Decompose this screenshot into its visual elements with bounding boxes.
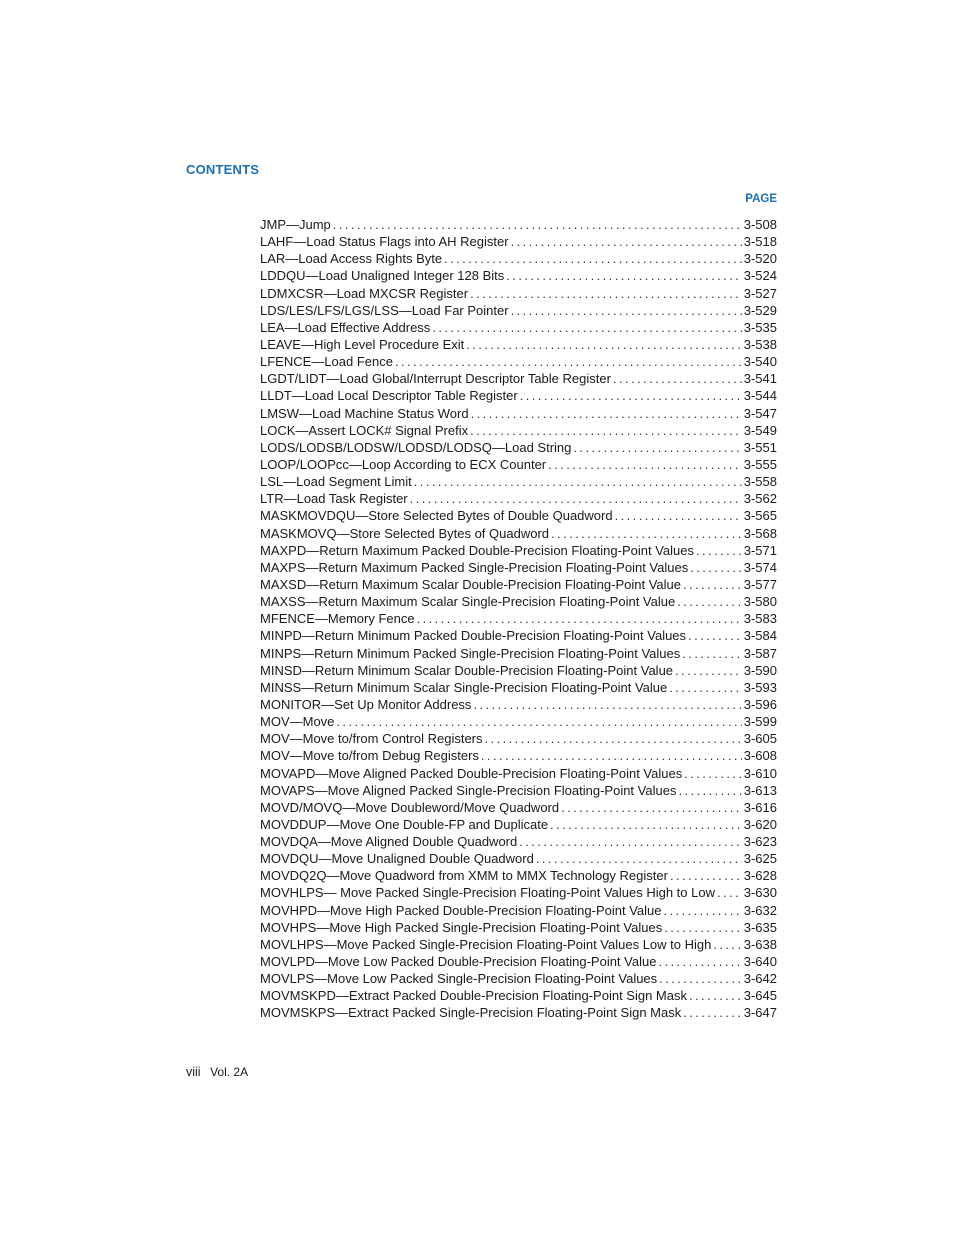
toc-entry-page: 3-642 [743,971,777,987]
toc-entry-page: 3-529 [743,302,777,318]
dot-leader [485,730,742,747]
toc-entry[interactable] [260,953,777,970]
dot-leader [473,696,741,713]
dot-leader [689,987,742,1004]
dot-leader [470,285,742,302]
page-column-heading: PAGE [745,193,777,205]
toc-entry-page: 3-538 [743,336,777,352]
toc-entry-page: 3-565 [743,508,777,524]
dot-leader [333,216,742,233]
toc-entry[interactable] [260,525,777,542]
dot-leader [675,662,742,679]
toc-entry-page: 3-547 [743,405,777,421]
toc-entry-page: 3-599 [743,714,777,730]
toc-entry-page: 3-558 [743,474,777,490]
toc-entry[interactable] [260,593,777,610]
toc-entry-title: MOVLHPS—Move Packed Single-Precision Floating-Point Values Low to High [260,936,712,952]
toc-entry-title: LODS/LODSB/LODSW/LODSD/LODSQ—Load String [260,439,572,455]
toc-entry[interactable] [260,679,777,696]
dot-leader [520,387,742,404]
toc-entry-title: LMSW—Load Machine Status Word [260,405,469,421]
toc-entry-page: 3-562 [743,491,777,507]
dot-leader [471,405,742,422]
toc-entry-title: MINPD—Return Minimum Packed Double-Precision Floating-Point Values [260,628,687,644]
page-footer [186,1065,248,1079]
toc-entry-page: 3-623 [743,834,777,850]
toc-entry-page: 3-647 [743,1005,777,1021]
toc-entry-page: 3-571 [743,542,777,558]
page-number: viii [186,1065,201,1079]
toc-entry-title: MOVMSKPS—Extract Packed Single-Precision Floating-Point Sign Mask [260,1005,682,1021]
toc-entry-title: MINSS—Return Minimum Scalar Single-Precision Floating-Point Value [260,679,668,695]
toc-entry-title: MOVAPS—Move Aligned Packed Single-Precision Floating-Point Values [260,782,677,798]
toc-entry[interactable] [260,576,777,593]
toc-entry-page: 3-527 [743,285,777,301]
toc-entry-title: MAXPD—Return Maximum Packed Double-Precision Floating-Point Values [260,542,694,558]
toc-entry[interactable] [260,645,777,662]
toc-entry[interactable] [260,559,777,576]
toc-entry-title: MOVHPS—Move High Packed Single-Precision Floating-Point Values [260,919,663,935]
toc-entry[interactable] [260,696,777,713]
toc-entry[interactable] [260,627,777,644]
toc-entry[interactable] [260,387,777,404]
toc-entry[interactable] [260,285,777,302]
dot-leader [466,336,742,353]
toc-entry[interactable] [260,542,777,559]
toc-entry-page: 3-605 [743,731,777,747]
toc-entry-page: 3-620 [743,816,777,832]
toc-entry-page: 3-551 [743,439,777,455]
toc-entry-title: MOVLPS—Move Low Packed Single-Precision Floating-Point Values [260,971,658,987]
toc-entry-title: LGDT/LIDT—Load Global/Interrupt Descriptor Table Register [260,371,611,387]
dot-leader [551,525,742,542]
table-of-contents [260,216,777,1022]
dot-leader [481,747,742,764]
dot-leader [669,679,742,696]
toc-entry-title: MASKMOVDQU—Store Selected Bytes of Double Quadword [260,508,613,524]
toc-entry[interactable] [260,302,777,319]
toc-entry[interactable] [260,850,777,867]
toc-entry-page: 3-645 [743,988,777,1004]
dot-leader [519,833,742,850]
toc-entry-page: 3-574 [743,559,777,575]
toc-entry-title: MOVDQU—Move Unaligned Double Quadword [260,851,534,867]
dot-leader [717,884,742,901]
toc-entry-page: 3-535 [743,319,777,335]
toc-entry-title: LDMXCSR—Load MXCSR Register [260,285,469,301]
toc-entry-title: MOVDQA—Move Aligned Double Quadword [260,834,518,850]
toc-entry-title: LSL—Load Segment Limit [260,474,412,490]
dot-leader [615,507,742,524]
toc-entry-title: MOVMSKPD—Extract Packed Double-Precision Floating-Point Sign Mask [260,988,687,1004]
toc-entry[interactable] [260,936,777,953]
toc-entry-title: LAHF—Load Status Flags into AH Register [260,234,509,250]
dot-leader [561,799,742,816]
dot-leader [536,850,742,867]
toc-entry[interactable] [260,970,777,987]
toc-entry[interactable] [260,987,777,1004]
toc-entry-page: 3-632 [743,902,777,918]
toc-entry-page: 3-640 [743,954,777,970]
toc-entry-title: MOVAPD—Move Aligned Packed Double-Precision Floating-Point Values [260,765,683,781]
section-heading: CONTENTS [186,162,260,177]
dot-leader [550,816,742,833]
toc-entry[interactable] [260,662,777,679]
toc-entry-page: 3-630 [743,885,777,901]
toc-entry[interactable] [260,456,777,473]
toc-entry[interactable] [260,336,777,353]
toc-entry[interactable] [260,833,777,850]
dot-leader [410,490,742,507]
volume-label: Vol. 2A [210,1065,249,1079]
dot-leader [682,645,741,662]
toc-entry[interactable] [260,507,777,524]
toc-entry-page: 3-584 [743,628,777,644]
toc-entry-title: MOV—Move to/from Debug Registers [260,748,479,764]
toc-entry-page: 3-596 [743,696,777,712]
toc-entry-title: LLDT—Load Local Descriptor Table Register [260,388,518,404]
toc-entry-title: MOVHPD—Move High Packed Double-Precision Floating-Point Value [260,902,662,918]
dot-leader [336,713,741,730]
toc-entry-title: LFENCE—Load Fence [260,354,393,370]
toc-entry[interactable] [260,370,777,387]
dot-leader [678,782,741,799]
toc-entry-page: 3-518 [743,234,777,250]
toc-entry-page: 3-520 [743,251,777,267]
toc-entry[interactable] [260,884,777,901]
toc-entry-title: LOOP/LOOPcc—Loop According to ECX Counter [260,456,547,472]
dot-leader [696,542,742,559]
toc-entry[interactable] [260,867,777,884]
toc-entry-page: 3-613 [743,782,777,798]
dot-leader [659,970,742,987]
toc-entry-title: JMP—Jump [260,217,331,232]
toc-entry[interactable] [260,610,777,627]
dot-leader [414,473,742,490]
dot-leader [677,593,742,610]
toc-entry-page: 3-544 [743,388,777,404]
toc-entry-title: MOVDQ2Q—Move Quadword from XMM to MMX Technology Register [260,868,668,884]
toc-entry-title: LAR—Load Access Rights Byte [260,251,443,267]
toc-entry-page: 3-524 [743,268,777,284]
toc-entry-page: 3-568 [743,525,777,541]
dot-leader [417,610,742,627]
toc-entry[interactable] [260,765,777,782]
dot-leader [664,919,742,936]
toc-entry-title: MOV—Move to/from Control Registers [260,731,483,747]
toc-entry-page: 3-587 [743,645,777,661]
toc-entry-page: 3-549 [743,422,777,438]
toc-entry-page: 3-628 [743,868,777,884]
toc-entry-page: 3-635 [743,919,777,935]
dot-leader [670,867,742,884]
toc-entry-title: MAXSS—Return Maximum Scalar Single-Precision Floating-Point Value [260,594,676,610]
toc-entry[interactable] [260,267,777,284]
toc-entry-title: LTR—Load Task Register [260,491,408,507]
dot-leader [684,765,742,782]
toc-entry[interactable] [260,490,777,507]
toc-entry[interactable] [260,713,777,730]
toc-entry-title: MOV—Move [260,714,335,730]
toc-entry-title: MASKMOVQ—Store Selected Bytes of Quadword [260,525,550,541]
toc-entry-title: MINSD—Return Minimum Scalar Double-Precision Floating-Point Value [260,662,674,678]
dot-leader [395,353,742,370]
toc-entry-page: 3-590 [743,662,777,678]
toc-entry-page: 3-508 [743,217,777,232]
toc-entry[interactable] [260,319,777,336]
dot-leader [548,456,742,473]
toc-entry[interactable] [260,1004,777,1021]
toc-entry-title: LEAVE—High Level Procedure Exit [260,336,465,352]
toc-entry-title: MAXSD—Return Maximum Scalar Double-Precision Floating-Point Value [260,576,681,592]
toc-entry-title: LOCK—Assert LOCK# Signal Prefix [260,422,469,438]
toc-entry[interactable] [260,730,777,747]
toc-entry-page: 3-540 [743,354,777,370]
toc-entry[interactable] [260,250,777,267]
toc-entry-title: LDDQU—Load Unaligned Integer 128 Bits [260,268,505,284]
toc-entry-title: MINPS—Return Minimum Packed Single-Precision Floating-Point Values [260,645,681,661]
dot-leader [573,439,741,456]
toc-entry[interactable] [260,473,777,490]
dot-leader [470,422,742,439]
dot-leader [683,576,742,593]
dot-leader [511,233,742,250]
toc-entry-title: MOVD/MOVQ—Move Doubleword/Move Quadword [260,799,560,815]
toc-entry[interactable] [260,439,777,456]
toc-entry-title: LEA—Load Effective Address [260,319,431,335]
toc-entry[interactable] [260,747,777,764]
toc-entry-page: 3-610 [743,765,777,781]
toc-entry[interactable] [260,782,777,799]
dot-leader [506,267,741,284]
toc-entry-title: MOVLPD—Move Low Packed Double-Precision Floating-Point Value [260,954,657,970]
dot-leader [658,953,741,970]
toc-entry-page: 3-625 [743,851,777,867]
toc-entry-page: 3-583 [743,611,777,627]
toc-entry[interactable] [260,353,777,370]
dot-leader [511,302,742,319]
toc-entry-page: 3-638 [743,936,777,952]
toc-entry-title: MOVHLPS— Move Packed Single-Precision Floating-Point Values High to Low [260,885,715,901]
dot-leader [664,902,742,919]
dot-leader [683,1004,742,1021]
toc-entry[interactable] [260,799,777,816]
toc-entry[interactable] [260,816,777,833]
toc-entry-title: MFENCE—Memory Fence [260,611,415,627]
toc-entry-title: MAXPS—Return Maximum Packed Single-Precision Floating-Point Values [260,559,689,575]
toc-entry-page: 3-593 [743,679,777,695]
toc-entry[interactable] [260,422,777,439]
toc-entry[interactable] [260,405,777,422]
toc-entry-title: MONITOR—Set Up Monitor Address [260,696,472,712]
toc-entry-page: 3-577 [743,576,777,592]
dot-leader [444,250,742,267]
dot-leader [690,559,742,576]
toc-entry[interactable] [260,919,777,936]
toc-entry[interactable] [260,216,777,233]
toc-entry-title: LDS/LES/LFS/LGS/LSS—Load Far Pointer [260,302,509,318]
dot-leader [713,936,741,953]
dot-leader [613,370,742,387]
toc-entry-page: 3-580 [743,594,777,610]
toc-entry[interactable] [260,902,777,919]
toc-entry-page: 3-608 [743,748,777,764]
toc-entry-page: 3-616 [743,799,777,815]
dot-leader [432,319,741,336]
toc-entry[interactable] [260,233,777,250]
toc-entry-page: 3-541 [743,371,777,387]
dot-leader [688,627,742,644]
toc-entry-page: 3-555 [743,456,777,472]
toc-entry-title: MOVDDUP—Move One Double-FP and Duplicate [260,816,549,832]
